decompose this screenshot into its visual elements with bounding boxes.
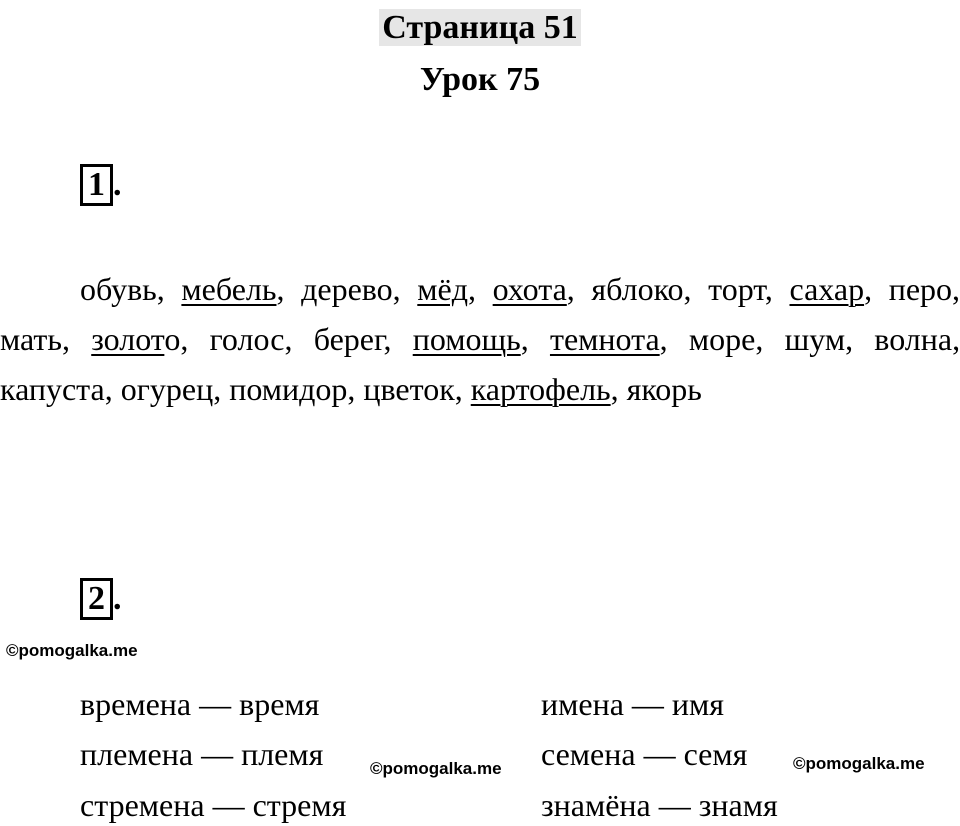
word: цветок [363, 371, 455, 407]
task-2-number-suffix: . [113, 580, 122, 617]
word: о [164, 321, 181, 357]
watermark: ©pomogalka.me [793, 754, 925, 773]
watermark: ©pomogalka.me [6, 641, 138, 660]
task-2-number-box: 2 [80, 578, 113, 620]
task-1-number-suffix: . [113, 166, 122, 203]
lesson-title: Урок 75 [419, 61, 541, 98]
word: помидор [229, 371, 348, 407]
word: мать [0, 321, 62, 357]
word-pair-right-2: семена — семя [541, 736, 748, 772]
word: море [688, 321, 756, 357]
underlined-word: мебель [181, 271, 277, 307]
watermark: ©pomogalka.me [370, 759, 502, 778]
word: голос [209, 321, 285, 357]
task-2-number [80, 578, 122, 620]
task-1-number [80, 164, 122, 206]
word-pair-left-1: времена — время [80, 686, 320, 722]
underlined-word: мёд [417, 271, 469, 307]
word: торт [708, 271, 765, 307]
word: берег [313, 321, 384, 357]
page-title [0, 8, 960, 48]
word-pair-left-3: стремена — стремя [80, 787, 347, 823]
word: якорь [626, 371, 702, 407]
word-pair-right-3: знамёна — знамя [541, 787, 778, 823]
word-pair-left-2: племена — племя [80, 736, 324, 772]
word: дерево [301, 271, 393, 307]
word: шум [784, 321, 846, 357]
underlined-word: сахар [789, 271, 865, 307]
word-pair-right-1: имена — имя [541, 686, 724, 722]
underlined-word: золот [91, 321, 165, 357]
page-title-text: Страница 51 [379, 9, 580, 46]
underlined-word: охота [492, 271, 567, 307]
word: огурец [120, 371, 214, 407]
word: яблоко [591, 271, 684, 307]
word: обувь [80, 271, 157, 307]
underlined-word: картофель [470, 371, 611, 407]
word: волна [874, 321, 953, 357]
task-1-word-list: обувь, мебель, дерево, мёд, охота, яблоко, торт, сахар, перо, мать, золото, голос, берег, помощь, темнота, море, шум, волна, капуста, огурец, помидор, цветок, картофель, якорь [0, 271, 960, 407]
word: перо [888, 271, 953, 307]
underlined-word: темнота [549, 321, 660, 357]
task-1-number-box: 1 [80, 164, 113, 206]
underlined-word: помощь [412, 321, 521, 357]
word: капуста [0, 371, 105, 407]
